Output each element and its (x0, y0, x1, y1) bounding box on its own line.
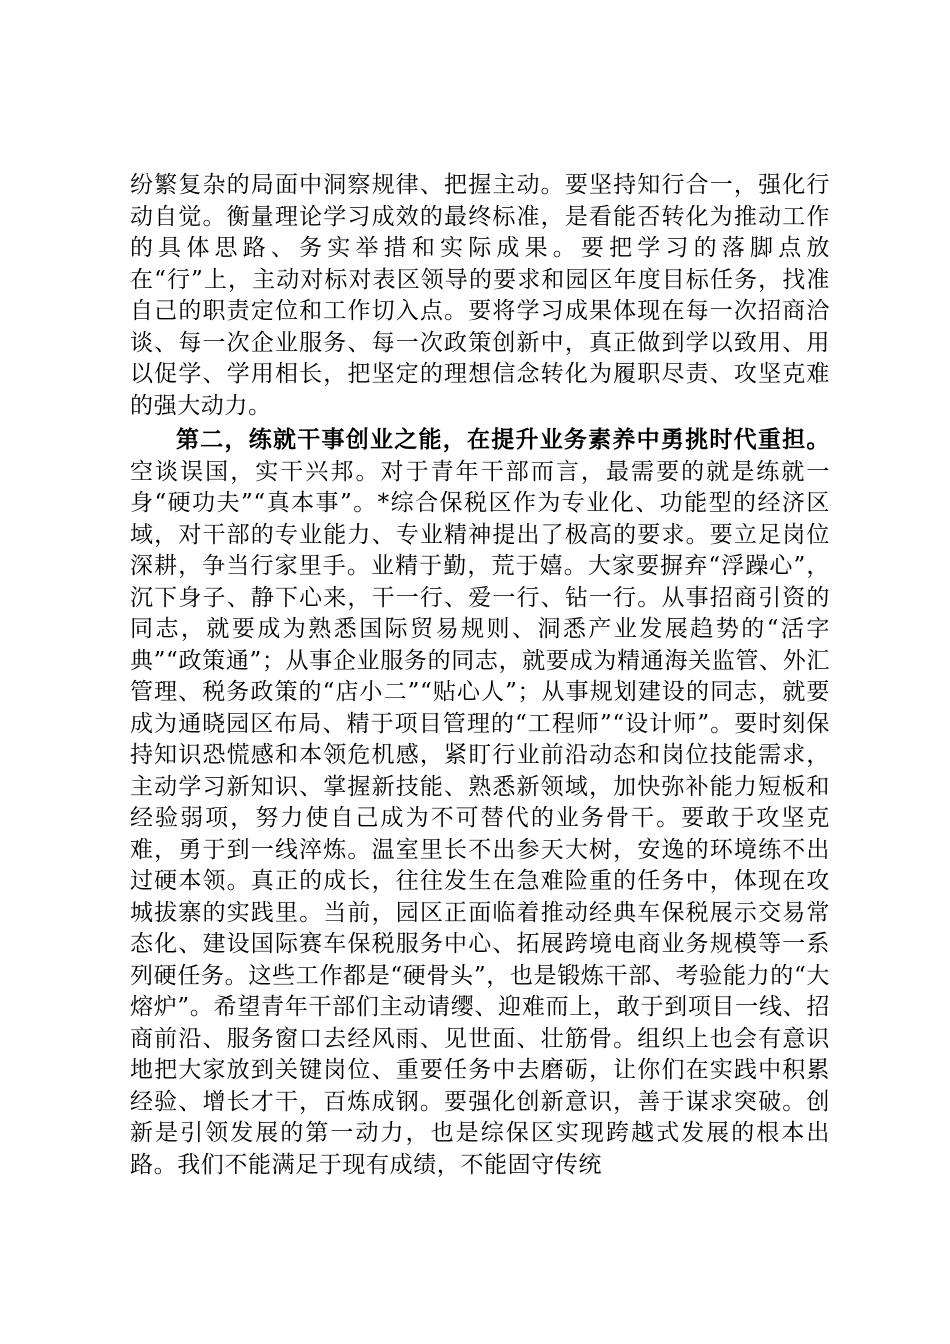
paragraph-2-body (130, 424, 830, 1181)
paragraph-1-text: 纷繁复杂的局面中洞察规律、把握主动。要坚持知行合一，强化行动自觉。衡量理论学习成效的最终标准，是看能否转化为推动工作的具体思路、务实举措和实际成果。要把学习的落脚点放在“行”上，主动对标对表区领导的要求和园区年度目标任务，找准自己的职责定位和工作切入点。要将学习成果体现在每一次招商洽谈、每一次企业服务、每一次政策创新中，真正做到学以致用、用以促学、学用相长，把坚定的理想信念转化为履职尽责、攻坚克难的强大动力。 (130, 172, 830, 419)
paragraph-1 (130, 170, 830, 422)
paragraph-2-text: 空谈误国，实干兴邦。对于青年干部而言，最需要的就是练就一身“硬功夫”“真本事”。*综合保税区作为专业化、功能型的经济区域，对干部的专业能力、专业精神提出了极高的要求。要立足岗位深耕，争当行家里手。业精于勤，荒于嬉。大家要摒弃“浮躁心”，沉下身子、静下心来，干一行、爱一行、钻一行。从事招商引资的同志，就要成为熟悉国际贸易规则、洞悉产业发展趋势的“活字典”“政策通”；从事企业服务的同志，就要成为精通海关监管、外汇管理、税务政策的“店小二”“贴心人”；从事规划建设的同志，就要成为通晓园区布局、精于项目管理的“工程师”“设计师”。要时刻保持知识恐慌感和本领危机感，紧盯行业前沿动态和岗位技能需求，主动学习新知识、掌握新技能、熟悉新领域，加快弥补能力短板和经验弱项，努力使自己成为不可替代的业务骨干。要敢于攻坚克难，勇于到一线淬炼。温室里长不出参天大树，安逸的环境练不出过硬本领。真正的成长，往往发生在急难险重的任务中，体现在攻城拔寨的实践里。当前，园区正面临着推动经典车保税展示交易常态化、建设国际赛车保税服务中心、拓展跨境电商业务规模等一系列硬任务。这些工作都是“硬骨头”，也是锻炼干部、考验能力的“大熔炉”。希望青年干部们主动请缨、迎难而上，敢于到项目一线、招商前沿、服务窗口去经风雨、见世面、壮筋骨。组织上也会有意识地把大家放到关键岗位、重要任务中去磨砺，让你们在实践中积累经验、增长才干，百炼成钢。要强化创新意识，善于谋求突破。创新是引领发展的第一动力，也是综保区实现跨越式发展的根本出路。我们不能满足于现有成绩，不能固守传统 (130, 458, 830, 1178)
paragraph-2 (130, 424, 830, 1181)
paragraph-2-heading: 第二，练就干事创业之能，在提升业务素养中勇挑时代重担。 (176, 426, 830, 453)
